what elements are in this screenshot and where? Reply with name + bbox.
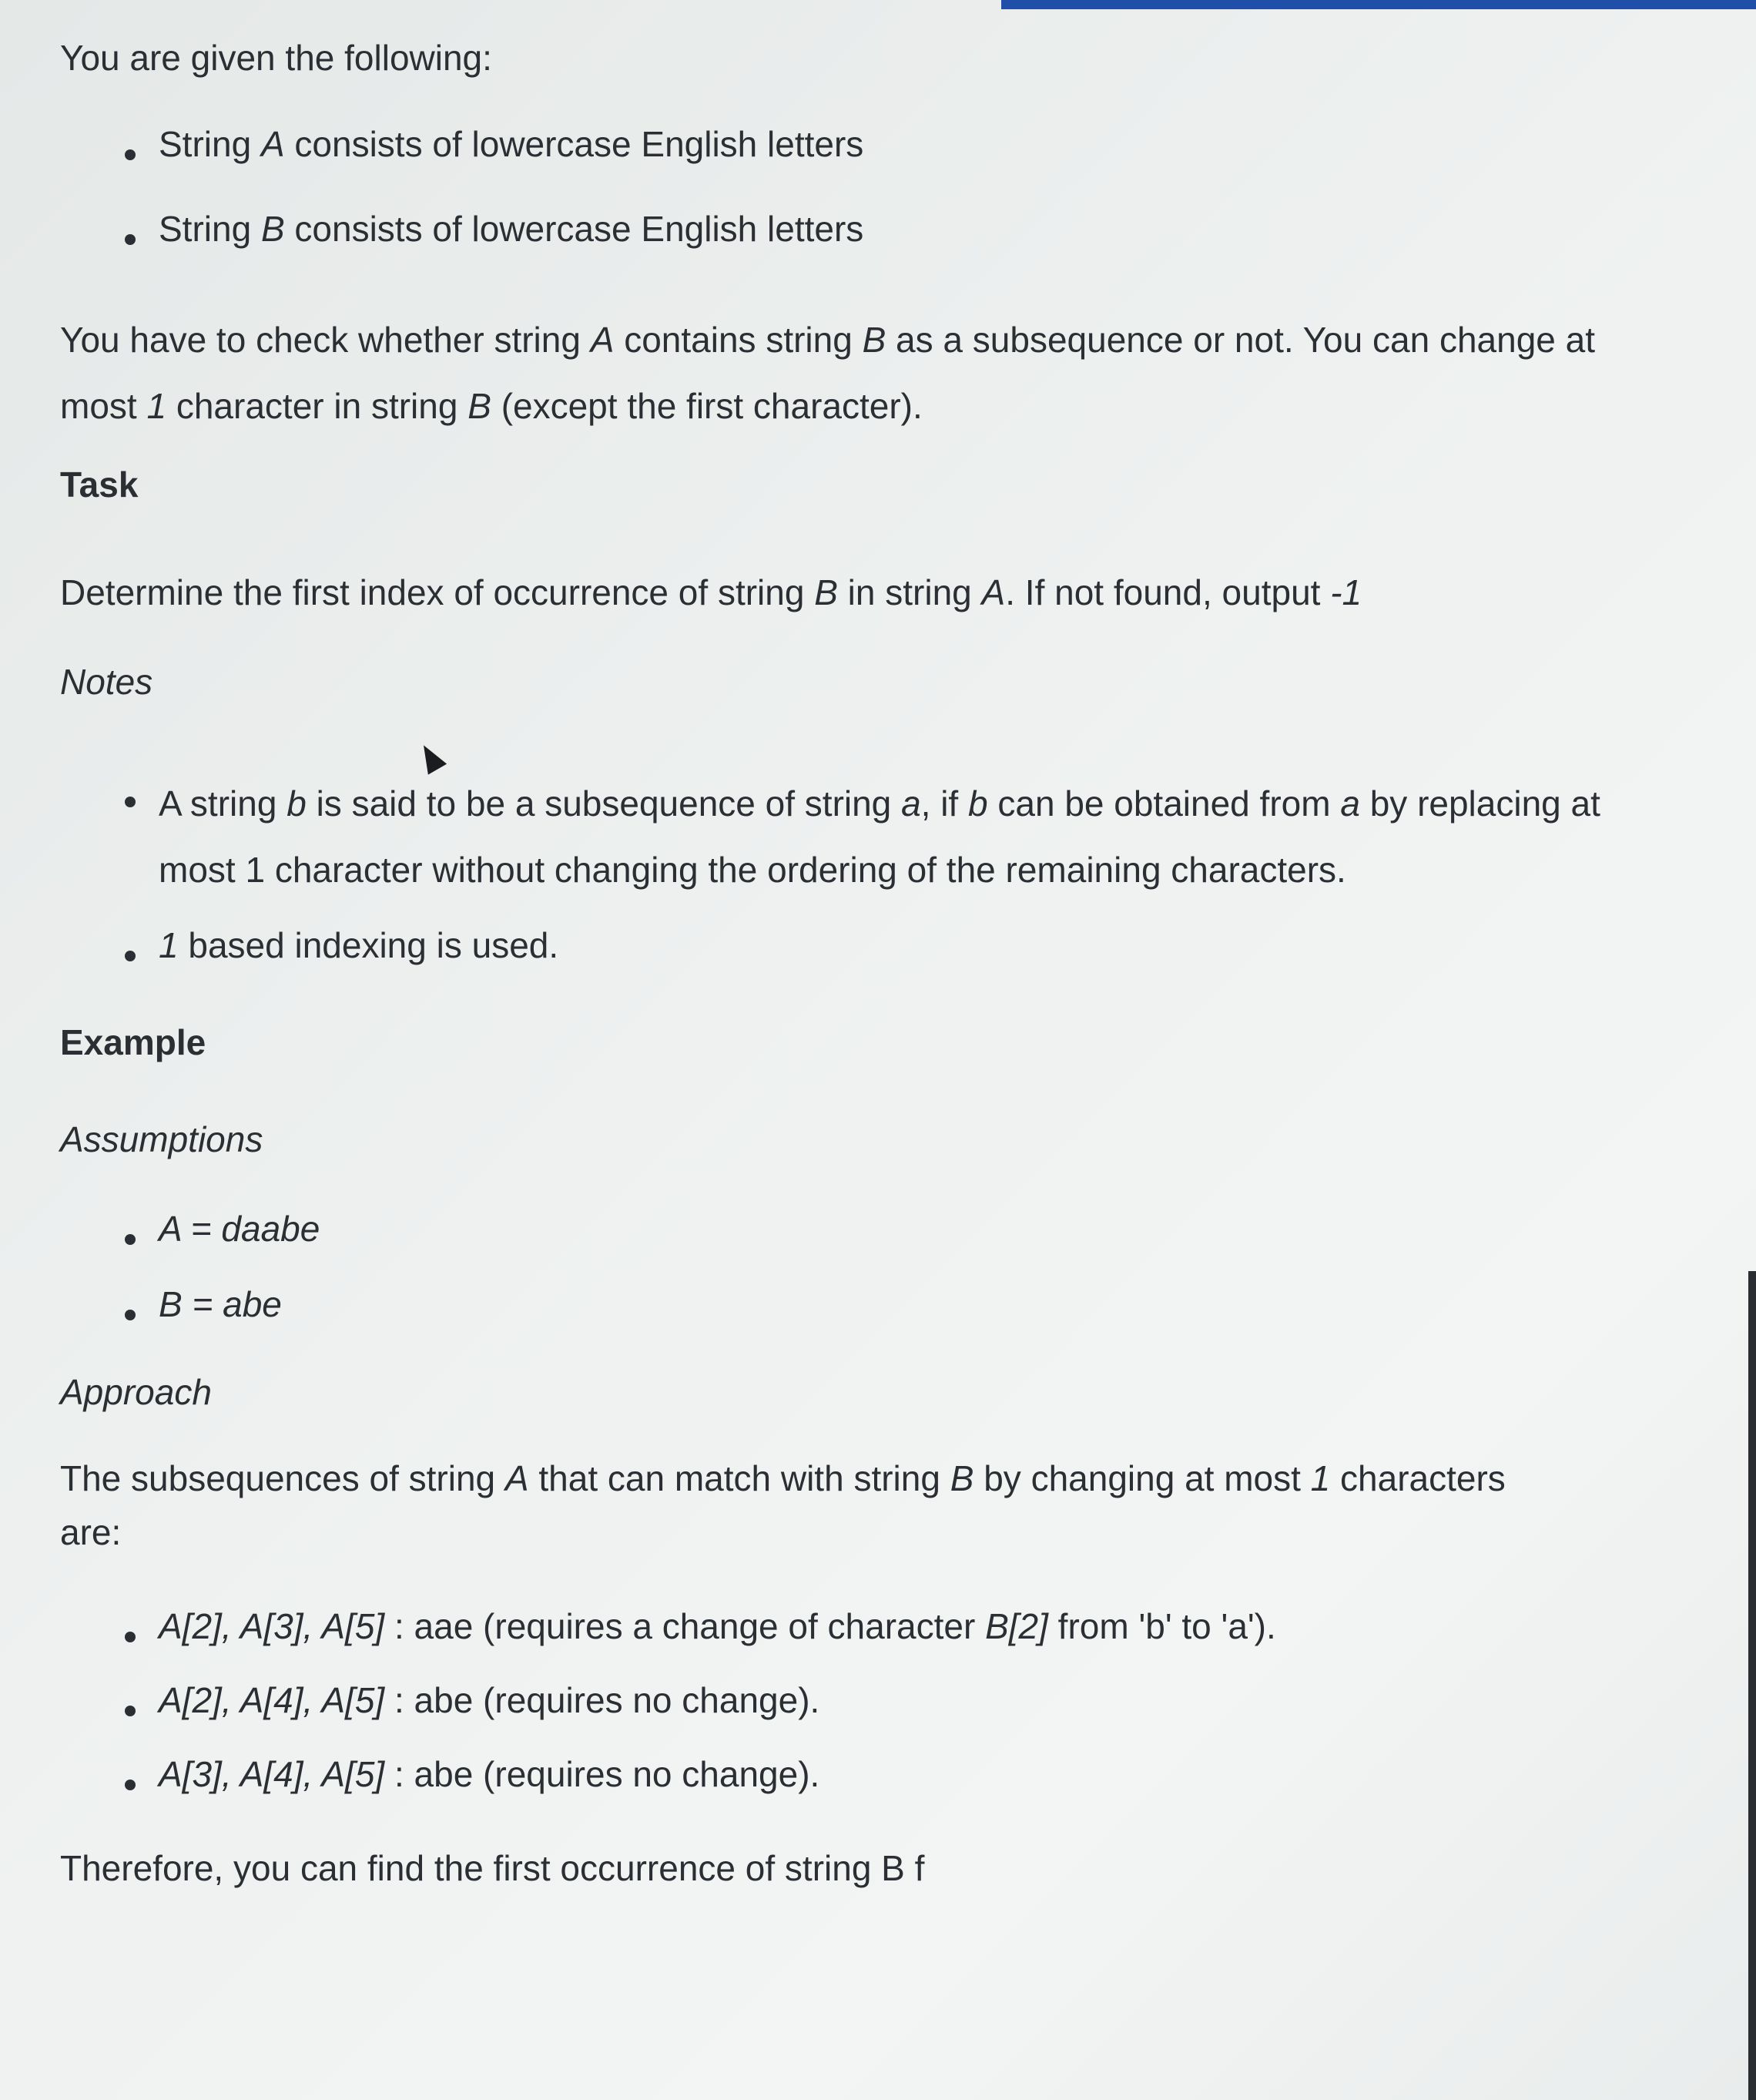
list-item: A[3], A[4], A[5] : abe (requires no change). <box>60 1753 1677 1827</box>
list-item: B = abe <box>60 1283 1677 1359</box>
list-item: A = daabe <box>60 1208 1677 1283</box>
notes-list <box>60 770 1677 966</box>
assumptions-list <box>60 1208 1677 1359</box>
check-text: You have to check whether string A contains string B as a subsequence or not. You can change at most 1 character in string B (except the first character). <box>60 320 1595 426</box>
intro-text: You are given the following: <box>60 38 492 78</box>
problem-statement <box>60 31 1677 1886</box>
conclusion-text: Therefore, you can find the first occurrence of string B f <box>60 1848 925 1888</box>
given-list <box>60 123 1677 293</box>
list-item: A string b is said to be a subsequence of string a, if b can be obtained from a by replacing at most 1 character without changing the ordering of the remaining characters. <box>60 770 1684 903</box>
list-item: A[2], A[3], A[5] : aae (requires a change of character B[2] from 'b' to 'a'). <box>60 1605 1677 1679</box>
top-accent-bar <box>1001 0 1756 9</box>
list-item: String B consists of lowercase English letters <box>60 208 1677 293</box>
approach-heading: Approach <box>60 1372 212 1412</box>
assumptions-heading: Assumptions <box>60 1119 263 1159</box>
notes-heading: Notes <box>60 662 153 702</box>
task-text: Determine the first index of occurrence of string B in string A. If not found, output -1 <box>60 572 1362 612</box>
approach-text: The subsequences of string A that can match with string B by changing at most 1 characters are: <box>60 1458 1506 1552</box>
screen-edge <box>1748 1271 1756 2100</box>
task-heading: Task <box>60 465 139 505</box>
example-heading: Example <box>60 1022 206 1062</box>
list-item: 1 based indexing is used. <box>60 924 1677 966</box>
subsequence-list <box>60 1605 1677 1827</box>
list-item: String A consists of lowercase English letters <box>60 123 1677 208</box>
list-item: A[2], A[4], A[5] : abe (requires no change). <box>60 1679 1677 1753</box>
